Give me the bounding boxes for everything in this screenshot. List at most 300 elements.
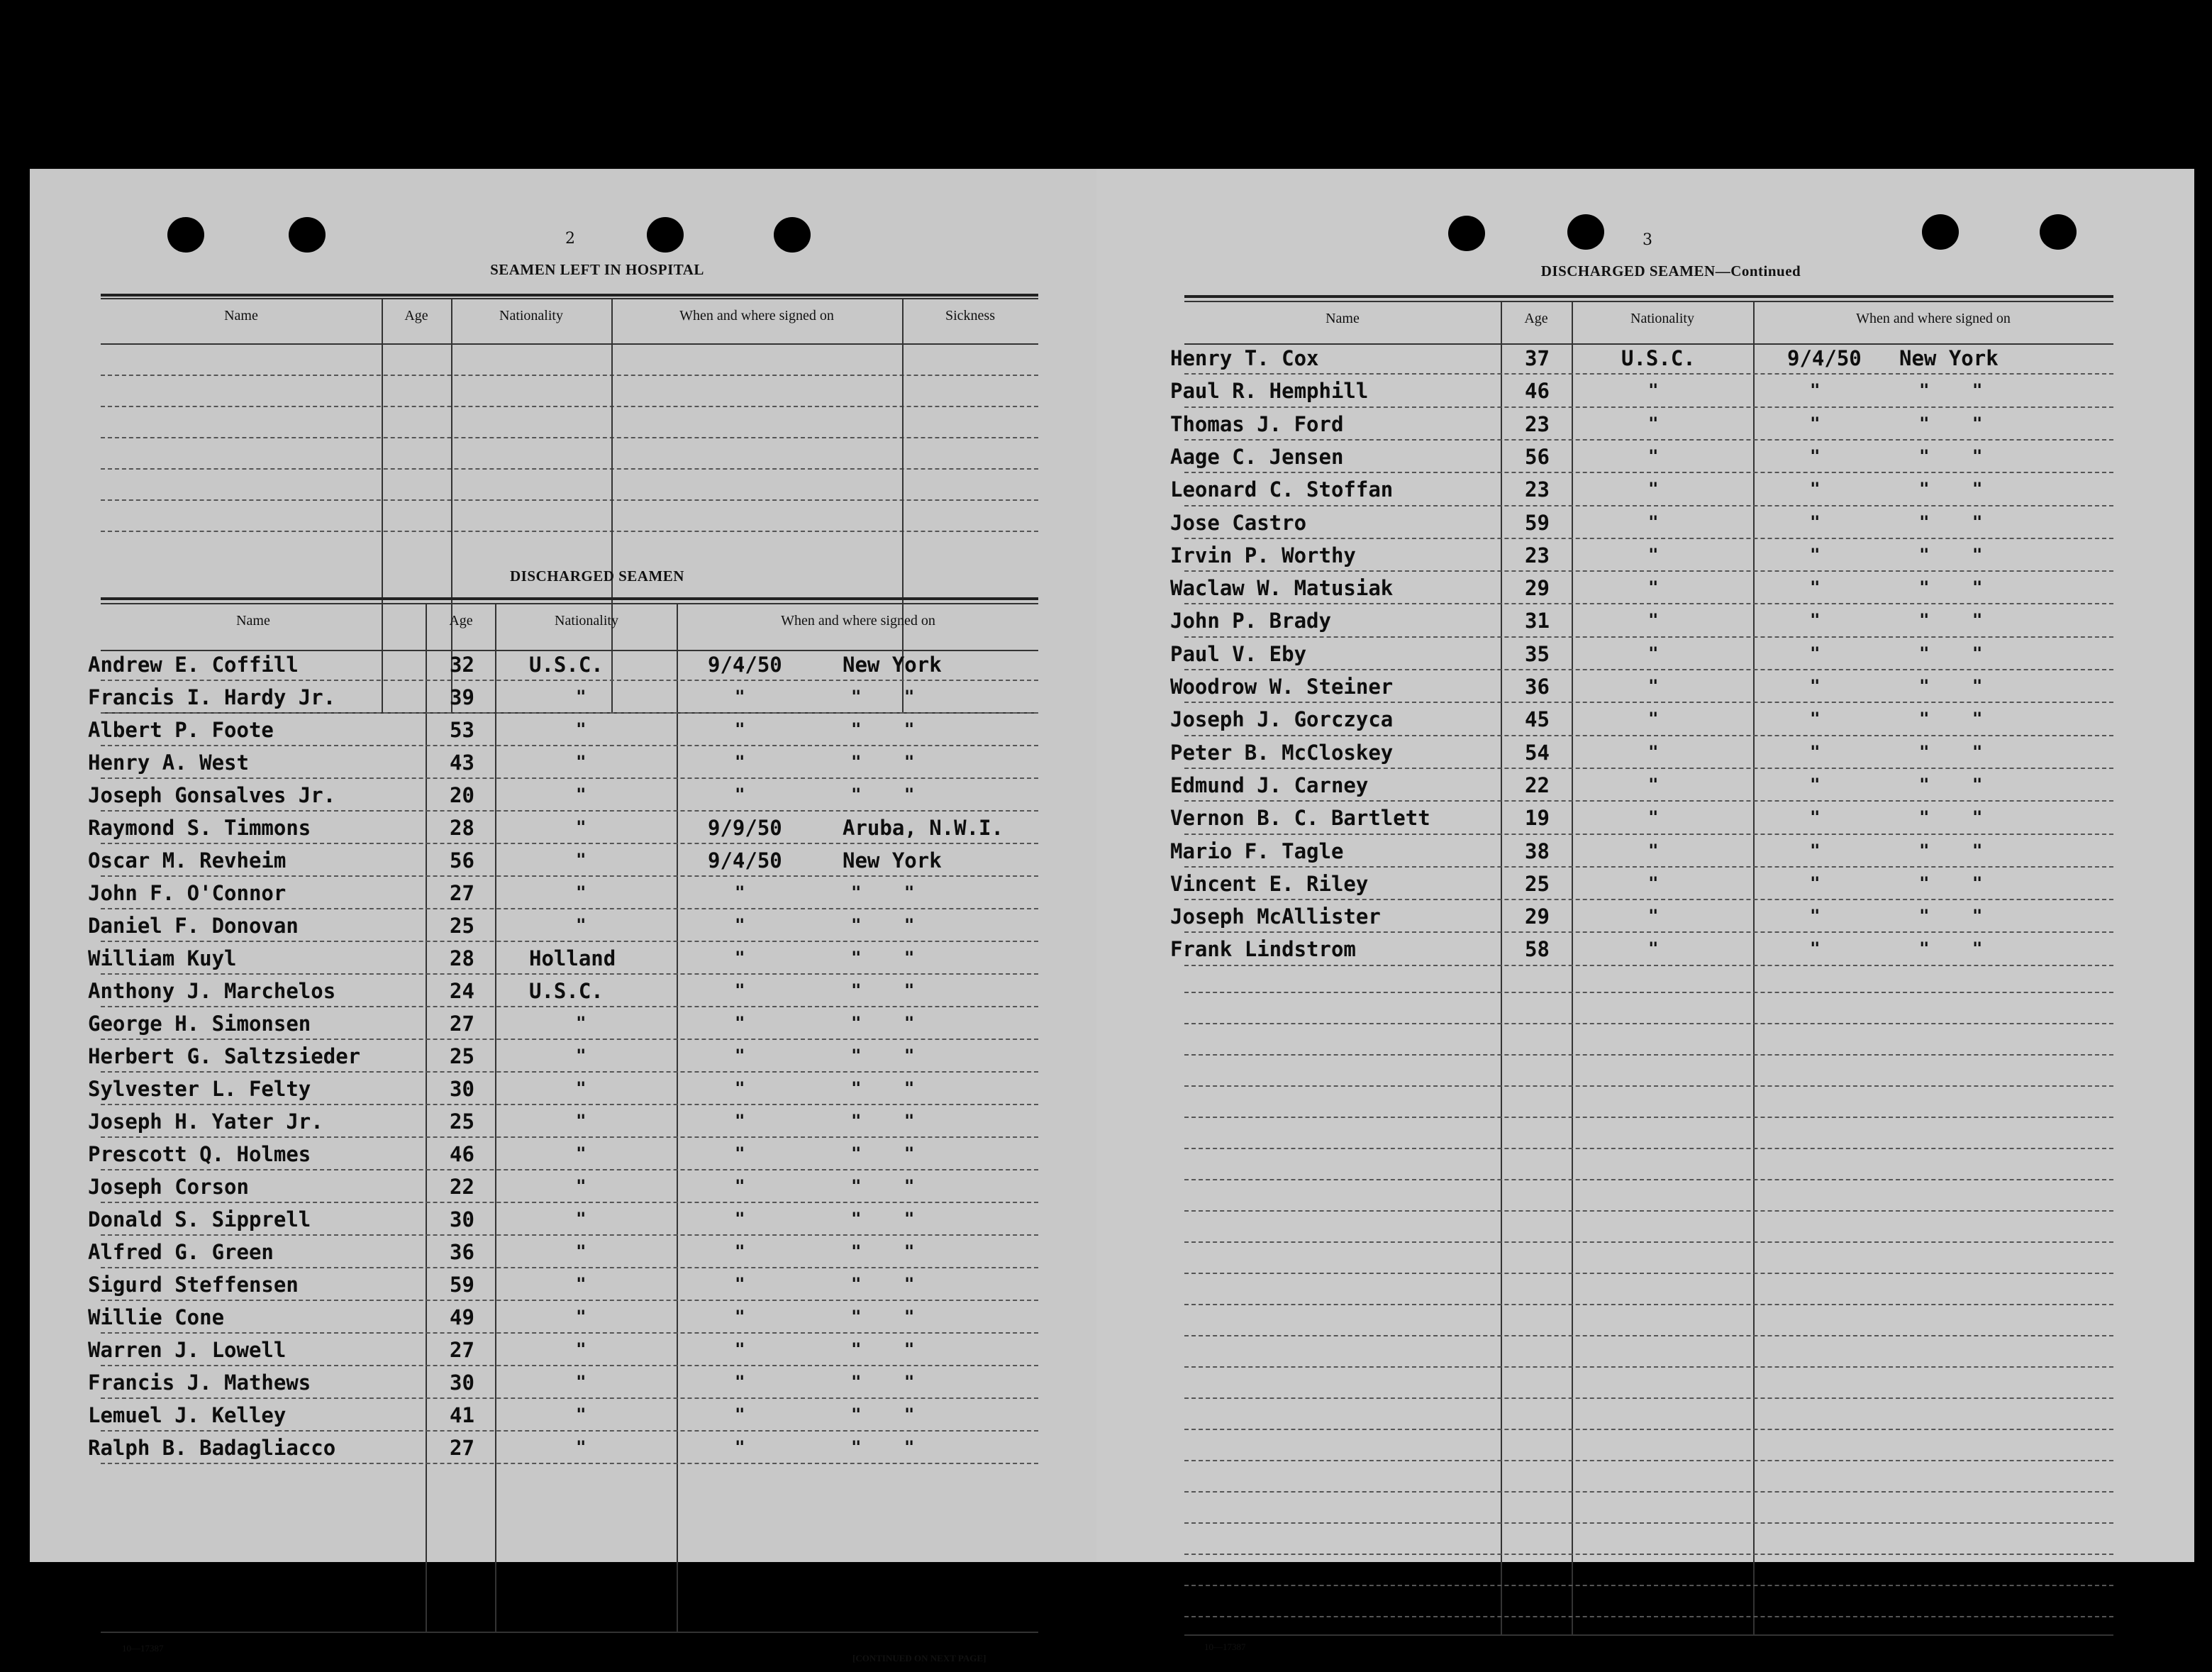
row-line [1184, 1429, 2113, 1430]
seaman-age: 29 [1525, 576, 1550, 601]
seaman-age: 29 [1525, 904, 1550, 929]
row-line [101, 531, 1038, 532]
signed-on-date: " [1810, 544, 1821, 565]
seaman-age: 59 [450, 1273, 474, 1297]
seaman-name: Andrew E. Coffill [88, 653, 299, 677]
row-line [101, 1267, 1038, 1268]
seaman-age: 27 [450, 1012, 474, 1036]
row-line [101, 1039, 1038, 1040]
rule [1184, 343, 2113, 345]
seaman-age: 36 [1525, 675, 1550, 699]
punch-hole [1922, 214, 1959, 250]
punch-hole [774, 217, 811, 253]
seaman-nationality: " [576, 1372, 587, 1392]
signed-on-place: New York [843, 653, 942, 677]
seaman-age: 23 [1525, 411, 1550, 436]
signed-on-place: " " [851, 1209, 915, 1229]
signed-on-place: " " [851, 1111, 915, 1131]
seaman-nationality: " [1648, 511, 1659, 532]
signed-on-date: " [1810, 413, 1821, 433]
page-2-sheet [30, 169, 1096, 1663]
row-line [101, 941, 1038, 942]
seaman-name: Joseph Gonsalves Jr. [88, 783, 336, 807]
seaman-age: 20 [450, 783, 474, 807]
row-line [1184, 735, 2113, 736]
signed-on-date: " [735, 1241, 745, 1261]
signed-on-place: " " [851, 1046, 915, 1065]
seaman-nationality: U.S.C. [529, 979, 604, 1003]
signed-on-date: " [1810, 709, 1821, 729]
row-line [101, 1234, 1038, 1236]
seaman-name: Woodrow W. Steiner [1170, 675, 1394, 699]
row-line [1184, 570, 2113, 572]
seaman-age: 53 [450, 718, 474, 742]
signed-on-date: " [1810, 610, 1821, 631]
rule [101, 603, 1038, 604]
signed-on-date: 9/4/50 [708, 653, 782, 677]
rule [1184, 295, 2113, 298]
seaman-age: 36 [450, 1240, 474, 1264]
seaman-age: 41 [450, 1403, 474, 1427]
col-header-sickness: Sickness [945, 308, 995, 323]
signed-on-date: " [1810, 939, 1821, 959]
seaman-name: John P. Brady [1170, 609, 1331, 633]
col-header-age: Age [1524, 311, 1548, 326]
seaman-age: 31 [1525, 609, 1550, 633]
signed-on-date: 9/9/50 [708, 816, 782, 840]
seaman-nationality: " [576, 1241, 587, 1261]
col-header-signed-on: When and where signed on [679, 308, 834, 323]
seaman-nationality: " [576, 1339, 587, 1359]
row-line [1184, 1616, 2113, 1617]
rule [101, 294, 1038, 297]
row-line [1184, 702, 2113, 703]
signed-on-date: " [1810, 741, 1821, 762]
signed-on-date: " [735, 1013, 745, 1033]
row-line [1184, 1554, 2113, 1555]
signed-on-date: " [735, 785, 745, 804]
signed-on-date: " [1810, 774, 1821, 795]
seaman-nationality: " [576, 1176, 587, 1196]
row-line [1184, 800, 2113, 802]
seaman-nationality: " [1648, 939, 1659, 959]
row-line [101, 499, 1038, 501]
row-line [1184, 1366, 2113, 1368]
signed-on-date: " [735, 1111, 745, 1131]
signed-on-place: " " [1919, 413, 1983, 433]
row-line [1184, 1585, 2113, 1586]
seaman-name: Joseph H. Yater Jr. [88, 1109, 323, 1134]
row-line [1184, 1335, 2113, 1336]
seaman-age: 30 [450, 1207, 474, 1231]
signed-on-date: " [735, 687, 745, 707]
seaman-name: Sigurd Steffensen [88, 1273, 299, 1297]
rule [101, 298, 1038, 299]
seaman-name: Anthony J. Marchelos [88, 979, 336, 1003]
seaman-name: Oscar M. Revheim [88, 848, 287, 873]
seaman-nationality: " [1648, 544, 1659, 565]
seaman-nationality: " [576, 1274, 587, 1294]
seaman-name: Alfred G. Green [88, 1240, 274, 1264]
row-line [1184, 1491, 2113, 1493]
seaman-name: Mario F. Tagle [1170, 838, 1344, 863]
seaman-nationality: U.S.C. [1621, 346, 1696, 370]
seaman-nationality: " [576, 1111, 587, 1131]
seaman-age: 22 [450, 1175, 474, 1199]
signed-on-place: " " [1919, 676, 1983, 696]
seaman-nationality: " [1648, 610, 1659, 631]
signed-on-date: " [1810, 807, 1821, 828]
seaman-nationality: " [1648, 676, 1659, 696]
seaman-age: 56 [1525, 444, 1550, 469]
seaman-name: Paul V. Eby [1170, 641, 1307, 666]
row-line [1184, 1148, 2113, 1149]
signed-on-place: " " [851, 915, 915, 935]
signed-on-place: " " [851, 1078, 915, 1098]
signed-on-place: New York [1899, 346, 1999, 370]
signed-on-date: " [735, 752, 745, 772]
col-divider [1753, 301, 1755, 1634]
signed-on-place: " " [851, 785, 915, 804]
seaman-age: 30 [450, 1371, 474, 1395]
row-line [101, 1136, 1038, 1138]
seaman-age: 27 [450, 1338, 474, 1362]
seaman-nationality: " [576, 785, 587, 804]
row-line [1184, 669, 2113, 670]
col-header-age: Age [404, 308, 428, 323]
signed-on-date: " [735, 1046, 745, 1065]
signed-on-place: New York [843, 848, 942, 873]
row-line [101, 1104, 1038, 1105]
signed-on-place: " " [1919, 380, 1983, 401]
signed-on-date: " [1810, 380, 1821, 401]
row-line [1184, 1117, 2113, 1118]
seaman-age: 25 [450, 1109, 474, 1134]
punch-hole [167, 217, 204, 253]
row-line [1184, 1460, 2113, 1461]
signed-on-place: Aruba, N.W.I. [843, 816, 1004, 840]
seaman-age: 22 [1525, 773, 1550, 797]
signed-on-place: " " [851, 980, 915, 1000]
row-line [1184, 406, 2113, 408]
signed-on-place: " " [1919, 544, 1983, 565]
signed-on-date: " [1810, 577, 1821, 598]
signed-on-place: " " [851, 687, 915, 707]
seaman-age: 19 [1525, 806, 1550, 831]
col-header-name: Name [1325, 311, 1360, 326]
signed-on-place: " " [1919, 511, 1983, 532]
signed-on-place: " " [851, 882, 915, 902]
signed-on-date: " [1810, 445, 1821, 466]
page-number: 3 [1643, 231, 1652, 249]
seaman-name: Frank Lindstrom [1170, 937, 1356, 962]
col-header-age: Age [449, 613, 473, 629]
signed-on-place: " " [1919, 939, 1983, 959]
seaman-nationality: " [1648, 709, 1659, 729]
seaman-name: Ralph B. Badagliacco [88, 1436, 336, 1460]
signed-on-date: " [735, 1176, 745, 1196]
seaman-age: 49 [450, 1305, 474, 1329]
row-line [101, 1300, 1038, 1301]
seaman-age: 27 [450, 881, 474, 905]
row-line [1184, 866, 2113, 868]
page-number: 2 [565, 230, 575, 248]
signed-on-date: " [1810, 511, 1821, 532]
seaman-age: 59 [1525, 510, 1550, 535]
seaman-name: Herbert G. Saltzsieder [88, 1044, 361, 1068]
form-number: 10—17387 [1204, 1641, 1246, 1652]
row-line [101, 680, 1038, 681]
row-line [1184, 505, 2113, 506]
col-divider [677, 603, 678, 1632]
seaman-nationality: " [576, 1307, 587, 1327]
seaman-nationality: " [1648, 741, 1659, 762]
row-line [101, 1169, 1038, 1170]
seaman-nationality: " [576, 882, 587, 902]
seaman-nationality: " [1648, 643, 1659, 663]
signed-on-place: " " [851, 948, 915, 968]
seaman-name: Vincent E. Riley [1170, 871, 1369, 896]
punch-hole [1448, 216, 1485, 251]
seaman-age: 38 [1525, 838, 1550, 863]
signed-on-place: " " [1919, 906, 1983, 926]
seaman-nationality: " [576, 1078, 587, 1098]
seaman-age: 25 [1525, 871, 1550, 896]
seaman-nationality: " [576, 850, 587, 870]
row-line [101, 1006, 1038, 1007]
seaman-name: Irvin P. Worthy [1170, 543, 1356, 568]
row-line [1184, 899, 2113, 900]
seaman-nationality: " [576, 915, 587, 935]
seaman-age: 46 [450, 1142, 474, 1166]
seaman-nationality: " [1648, 380, 1659, 401]
seaman-name: John F. O'Connor [88, 881, 287, 905]
signed-on-place: " " [1919, 774, 1983, 795]
row-line [1184, 373, 2113, 375]
discharged-continued-title: DISCHARGED SEAMEN—Continued [1540, 262, 1801, 279]
signed-on-date: " [1810, 676, 1821, 696]
col-divider [426, 603, 427, 1632]
row-line [1184, 1273, 2113, 1274]
row-line [101, 973, 1038, 975]
row-line [1184, 834, 2113, 835]
signed-on-date: " [735, 719, 745, 739]
col-divider [1572, 301, 1573, 1634]
row-line [101, 843, 1038, 844]
row-line [1184, 1304, 2113, 1305]
row-line [101, 712, 1038, 714]
signed-on-place: " " [1919, 577, 1983, 598]
rule [1184, 301, 2113, 302]
signed-on-place: " " [1919, 840, 1983, 860]
signed-on-place: " " [1919, 445, 1983, 466]
seaman-name: Raymond S. Timmons [88, 816, 311, 840]
seaman-name: Warren J. Lowell [88, 1338, 287, 1362]
discharged-section-title: DISCHARGED SEAMEN [510, 568, 684, 585]
row-line [101, 875, 1038, 877]
row-line [101, 468, 1038, 470]
row-line [1184, 439, 2113, 441]
row-line [1184, 1179, 2113, 1180]
row-line [101, 908, 1038, 909]
row-line [1184, 1241, 2113, 1243]
seaman-nationality: " [576, 687, 587, 707]
signed-on-date: " [1810, 906, 1821, 926]
seaman-nationality: " [576, 1437, 587, 1457]
signed-on-place: " " [1919, 709, 1983, 729]
col-divider [495, 603, 496, 1632]
signed-on-date: " [735, 1372, 745, 1392]
seaman-age: 45 [1525, 707, 1550, 732]
seaman-age: 54 [1525, 740, 1550, 765]
signed-on-place: " " [851, 719, 915, 739]
seaman-nationality: " [1648, 906, 1659, 926]
row-line [101, 437, 1038, 438]
seaman-name: Francis J. Mathews [88, 1371, 311, 1395]
signed-on-date: " [735, 1339, 745, 1359]
seaman-nationality: " [576, 817, 587, 837]
seaman-nationality: " [1648, 873, 1659, 893]
row-line [1184, 1522, 2113, 1524]
seaman-name: Donald S. Sipprell [88, 1207, 311, 1231]
row-line [1184, 1054, 2113, 1056]
col-header-name: Name [224, 308, 258, 323]
col-header-signed-on: When and where signed on [1856, 311, 2011, 326]
signed-on-date: " [735, 1437, 745, 1457]
seaman-nationality: " [576, 1046, 587, 1065]
col-header-nationality: Nationality [499, 308, 563, 323]
hospital-section-title: SEAMEN LEFT IN HOSPITAL [490, 261, 704, 278]
col-header-signed-on: When and where signed on [781, 613, 935, 629]
seaman-nationality: " [576, 1209, 587, 1229]
seaman-name: Lemuel J. Kelley [88, 1403, 287, 1427]
seaman-age: 23 [1525, 477, 1550, 502]
signed-on-date: " [1810, 643, 1821, 663]
seaman-nationality: U.S.C. [529, 653, 604, 677]
signed-on-date: " [735, 915, 745, 935]
row-line [1184, 965, 2113, 966]
seaman-nationality: " [1648, 807, 1659, 828]
row-line [1184, 768, 2113, 769]
seaman-nationality: " [1648, 840, 1659, 860]
signed-on-place: " " [851, 1437, 915, 1457]
seaman-nationality: " [1648, 445, 1659, 466]
seaman-name: Thomas J. Ford [1170, 411, 1344, 436]
row-line [1184, 1085, 2113, 1087]
signed-on-date: " [735, 1274, 745, 1294]
seaman-name: Prescott Q. Holmes [88, 1142, 311, 1166]
signed-on-date: " [735, 1405, 745, 1424]
seaman-age: 30 [450, 1077, 474, 1101]
seaman-age: 28 [450, 946, 474, 970]
seaman-name: Francis I. Hardy Jr. [88, 685, 336, 709]
continued-note: [CONTINUED ON NEXT PAGE] [852, 1653, 986, 1663]
seaman-name: Aage C. Jensen [1170, 444, 1344, 469]
rule [101, 650, 1038, 651]
seaman-age: 35 [1525, 641, 1550, 666]
rule [1184, 1634, 2113, 1636]
signed-on-place: " " [851, 1241, 915, 1261]
signed-on-place: " " [1919, 873, 1983, 893]
seaman-nationality: " [1648, 577, 1659, 598]
signed-on-place: " " [851, 1339, 915, 1359]
seaman-age: 58 [1525, 937, 1550, 962]
row-line [1184, 472, 2113, 473]
punch-hole [647, 217, 684, 253]
seaman-age: 24 [450, 979, 474, 1003]
col-header-nationality: Nationality [1630, 311, 1694, 326]
row-line [1184, 538, 2113, 539]
row-line [101, 1071, 1038, 1073]
row-line [1184, 992, 2113, 993]
col-header-nationality: Nationality [555, 613, 618, 629]
seaman-name: Peter B. McCloskey [1170, 740, 1394, 765]
row-line [101, 1463, 1038, 1464]
rule [101, 1632, 1038, 1633]
seaman-age: 27 [450, 1436, 474, 1460]
signed-on-date: " [735, 1144, 745, 1163]
seaman-nationality: " [576, 719, 587, 739]
seaman-name: Vernon B. C. Bartlett [1170, 806, 1430, 831]
signed-on-date: " [735, 948, 745, 968]
seaman-name: Willie Cone [88, 1305, 225, 1329]
row-line [101, 1365, 1038, 1366]
seaman-name: Waclaw W. Matusiak [1170, 576, 1394, 601]
seaman-name: Jose Castro [1170, 510, 1307, 535]
signed-on-date: " [735, 1078, 745, 1098]
seaman-age: 43 [450, 751, 474, 775]
row-line [101, 406, 1038, 407]
row-line [101, 745, 1038, 746]
seaman-name: Edmund J. Carney [1170, 773, 1369, 797]
row-line [101, 1397, 1038, 1399]
signed-on-date: " [735, 1307, 745, 1327]
signed-on-date: " [735, 1209, 745, 1229]
seaman-age: 23 [1525, 543, 1550, 568]
seaman-name: William Kuyl [88, 946, 237, 970]
signed-on-place: " " [1919, 741, 1983, 762]
seaman-name: Albert P. Foote [88, 718, 274, 742]
row-line [1184, 1210, 2113, 1212]
signed-on-place: " " [851, 1307, 915, 1327]
row-line [101, 1430, 1038, 1432]
punch-hole [1567, 214, 1604, 250]
row-line [1184, 636, 2113, 638]
seaman-name: Sylvester L. Felty [88, 1077, 311, 1101]
seaman-nationality: " [576, 1013, 587, 1033]
seaman-name: George H. Simonsen [88, 1012, 311, 1036]
seaman-age: 25 [450, 1044, 474, 1068]
signed-on-place: " " [851, 1176, 915, 1196]
signed-on-place: " " [1919, 807, 1983, 828]
seaman-age: 28 [450, 816, 474, 840]
signed-on-place: " " [1919, 643, 1983, 663]
signed-on-place: " " [851, 1013, 915, 1033]
seaman-name: Henry A. West [88, 751, 249, 775]
seaman-name: Leonard C. Stoffan [1170, 477, 1394, 502]
seaman-age: 25 [450, 914, 474, 938]
row-line [101, 777, 1038, 779]
signed-on-date: " [735, 882, 745, 902]
seaman-nationality: " [1648, 413, 1659, 433]
seaman-age: 39 [450, 685, 474, 709]
signed-on-place: " " [851, 1372, 915, 1392]
signed-on-place: " " [851, 1144, 915, 1163]
seaman-nationality: " [576, 1144, 587, 1163]
page-3-sheet [1096, 169, 2194, 1652]
signed-on-date: 9/4/50 [1787, 346, 1862, 370]
rule [101, 597, 1038, 600]
